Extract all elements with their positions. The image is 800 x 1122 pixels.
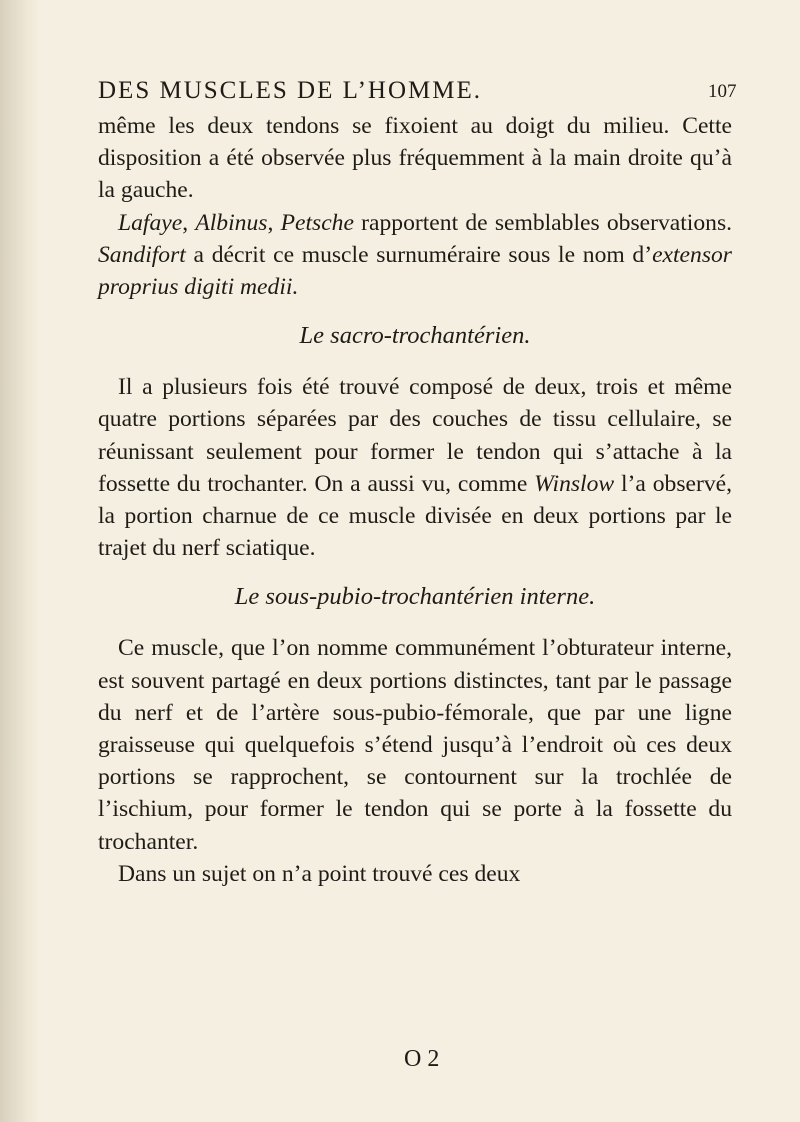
paragraph-2-text-1: rapportent de semblables observations. <box>353 209 733 236</box>
paragraph-5 <box>98 858 732 890</box>
latin-muscle-name: extensor proprius digiti medii. <box>98 241 732 301</box>
author-albinus: Albinus <box>195 209 268 236</box>
paragraph-3 <box>98 371 732 564</box>
paragraph-2 <box>98 207 732 304</box>
comma-separator: , <box>182 209 196 236</box>
section-heading-sacro-trochanterien: Le sacro-trochantérien. <box>299 322 531 350</box>
paragraph-4 <box>98 632 732 857</box>
signature-mark: O 2 <box>404 1046 440 1072</box>
running-head: DES MUSCLES DE L’HOMME. <box>98 77 483 104</box>
author-lafaye: Lafaye <box>118 209 183 236</box>
page-number: 107 <box>708 81 737 102</box>
paragraph-5-text: Dans un sujet on n’a point trouvé ces deux <box>118 860 521 887</box>
author-petsche: Petsche <box>280 209 354 236</box>
paragraph-3-text-1: Il a plusieurs fois été trouvé composé de deux, trois et même quatre portions séparées par des couches de tissu cellulaire, se réunissant seulement pour former le tendon qui s’attache à la fossette du trochanter. On a aussi vu, comme <box>98 374 732 497</box>
author-sandifort: Sandifort <box>98 241 186 268</box>
paragraph-2-text-2: a décrit ce muscle surnuméraire sous le nom d’ <box>185 241 653 268</box>
paragraph-3-text-2: l’a observé, la portion charnue de ce muscle divisée en deux portions par le trajet du nerf sciatique. <box>98 470 733 562</box>
author-winslow: Winslow <box>534 470 615 497</box>
paragraph-4-text: Ce muscle, que l’on nomme communément l’obturateur interne, est souvent partagé en deux portions distinctes, tant par le passage du nerf et de l’artère sous-pubio-fémorale, que par une ligne graisseuse qui quelquefois s’étend jusqu’à l’endroit où ces deux portions se rapprochent, se contournent sur la trochlée de l’ischium, pour former le tendon qui se porte à la fossette du trochanter. <box>98 635 732 855</box>
body-text <box>98 110 732 890</box>
section-heading-sous-pubio-trochanterien-interne: Le sous-pubio-trochantérien interne. <box>234 583 596 611</box>
paragraph-1 <box>98 110 732 207</box>
comma-separator: , <box>267 209 281 236</box>
paragraph-1-text: même les deux tendons se fixoient au doigt du milieu. Cette disposition a été observée plus fréquemment à la main droite qu’à la gauche. <box>98 113 732 204</box>
page-gutter <box>0 0 40 1122</box>
